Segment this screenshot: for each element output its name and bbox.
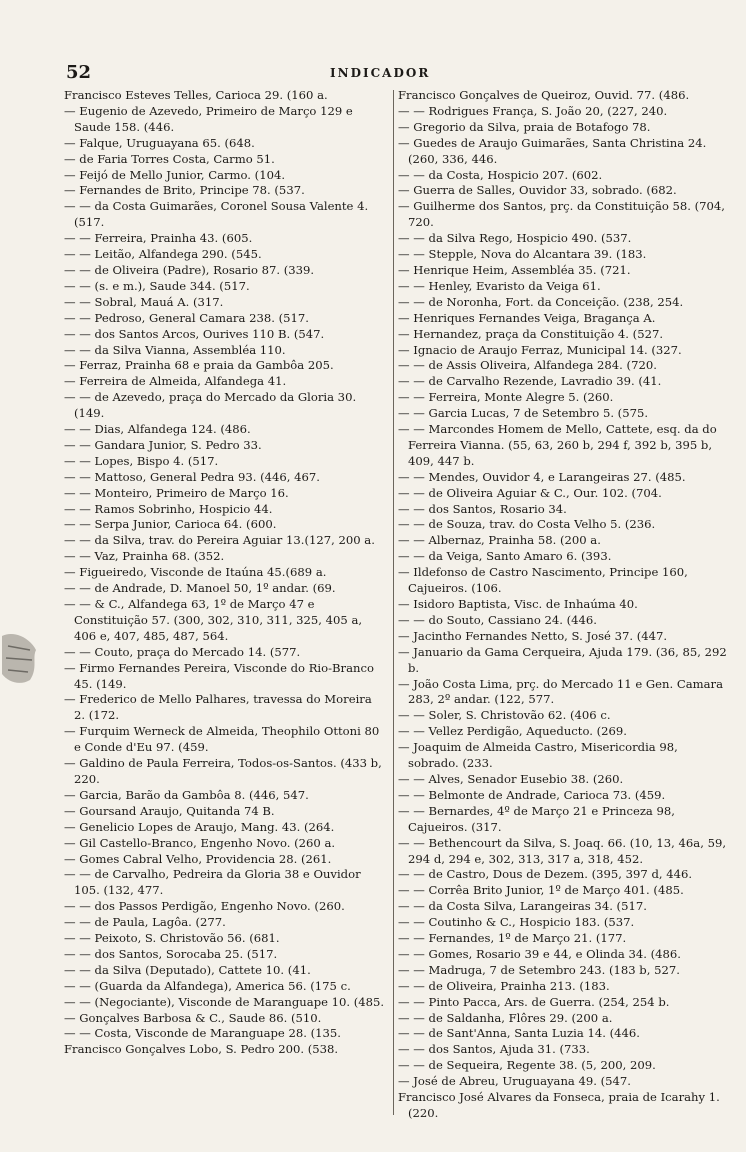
directory-entry: — — Corrêa Brito Junior, 1º de Março 401. (485.	[398, 883, 684, 898]
directory-entry: — João Costa Lima, prç. do Mercado 11 e Gen. Camara 283, 2º andar. (122, 577.	[398, 676, 723, 707]
directory-entry: — Gomes Cabral Velho, Providencia 28. (261.	[64, 851, 332, 866]
directory-entry: — Falque, Uruguayana 65. (648.	[64, 135, 255, 150]
directory-entry: — — Costa, Visconde de Maranguape 28. (135.	[64, 1026, 341, 1041]
directory-entry: — Henrique Heim, Assembléa 35. (721.	[398, 262, 631, 277]
directory-entry: — Ildefonso de Castro Nascimento, Principe 160, Cajueiros. (106.	[398, 565, 688, 596]
directory-entry: — — do Souto, Cassiano 24. (446.	[398, 612, 597, 627]
directory-entry: — — Couto, praça do Mercado 14. (577.	[64, 644, 301, 659]
library-stamp-icon	[0, 628, 40, 688]
directory-entry: — — Garcia Lucas, 7 de Setembro 5. (575.	[398, 406, 649, 421]
directory-entry: — Gonçalves Barbosa & C., Saude 86. (510.	[64, 1010, 322, 1025]
directory-entry: — Januario da Gama Cerqueira, Ajuda 179. (36, 85, 292 b.	[398, 644, 727, 675]
directory-entry: — — Pinto Pacca, Ars. de Guerra. (254, 254 b.	[398, 994, 670, 1009]
column-divider	[393, 90, 394, 1115]
directory-entry: — — de Noronha, Fort. da Conceição. (238, 254.	[398, 294, 684, 309]
directory-entry: — Joaquim de Almeida Castro, Misericordia 98, sobrado. (233.	[398, 740, 678, 771]
directory-entry: — — Sobral, Mauá A. (317.	[64, 294, 224, 309]
directory-entry: — Galdino de Paula Ferreira, Todos-os-Santos. (433 b, 220.	[64, 756, 382, 786]
directory-entry: — — de Castro, Dous de Dezem. (395, 397 d, 446.	[398, 867, 693, 882]
directory-entry: — — da Silva, trav. do Pereira Aguiar 13.(127, 200 a.	[64, 533, 375, 548]
directory-entry: — — Bernardes, 4º de Março 21 e Princeza 98, Cajueiros. (317.	[398, 803, 675, 834]
directory-entry: — Fernandes de Brito, Principe 78. (537.	[64, 183, 305, 198]
directory-entry: — — Peixoto, S. Christovão 56. (681.	[64, 931, 280, 946]
directory-entry: — — dos Santos, Sorocaba 25. (517.	[64, 946, 278, 961]
directory-entry: — Feijó de Mello Junior, Carmo. (104.	[64, 167, 286, 182]
directory-entry: — Eugenio de Azevedo, Primeiro de Março 129 e Saude 158. (446.	[64, 103, 353, 134]
directory-entry: — Ignacio de Araujo Ferraz, Municipal 14. (327.	[398, 342, 682, 357]
directory-entry: — Jacintho Fernandes Netto, S. José 37. (447.	[398, 628, 668, 643]
directory-entry: — — Dias, Alfandega 124. (486.	[64, 422, 251, 437]
directory-entry: — — & C., Alfandega 63, 1º de Março 47 e Constituição 57. (300, 302, 310, 311, 325, 405 a, 406 e, 407, 485, 487, 564.	[64, 597, 363, 643]
directory-entry: — de Faria Torres Costa, Carmo 51.	[64, 151, 275, 166]
directory-entry: — — de Sequeira, Regente 38. (5, 200, 209.	[398, 1058, 656, 1073]
directory-entry: — — Marcondes Homem de Mello, Cattete, esq. da do Ferreira Vianna. (55, 63, 260 b, 294 f, 392 b, 395 b, 409, 447 b.	[398, 422, 717, 468]
directory-entry: — Guedes de Araujo Guimarães, Santa Christina 24. (260, 336, 446.	[398, 135, 707, 166]
directory-entry: — — Monteiro, Primeiro de Março 16.	[64, 485, 289, 500]
directory-entry: — — da Costa Guimarães, Coronel Sousa Valente 4. (517.	[64, 199, 369, 230]
directory-entry: — — Leitão, Alfandega 290. (545.	[64, 247, 262, 262]
directory-entry: — Hernandez, praça da Constituição 4. (527.	[398, 326, 664, 341]
running-title: INDICADOR	[330, 66, 431, 80]
directory-entry: — — da Veiga, Santo Amaro 6. (393.	[398, 549, 612, 564]
directory-entry: — — (Guarda da Alfandega), America 56. (175 c.	[64, 978, 351, 993]
directory-entry: — — Ramos Sobrinho, Hospicio 44.	[64, 501, 273, 516]
directory-entry: — — Vaz, Prainha 68. (352.	[64, 549, 225, 564]
directory-entry: — — Alves, Senador Eusebio 38. (260.	[398, 771, 624, 786]
directory-entry: — Figueiredo, Visconde de Itaúna 45.(689 a.	[64, 565, 327, 580]
directory-entry: — Firmo Fernandes Pereira, Visconde do Rio-Branco 45. (149.	[64, 660, 374, 691]
right-column	[398, 88, 732, 1122]
page-number: 52	[66, 62, 92, 83]
directory-entry: Francisco José Alvares da Fonseca, praia de Icarahy 1. (220.	[398, 1090, 720, 1120]
directory-entry: — — Pedroso, General Camara 238. (517.	[64, 310, 309, 325]
directory-entry: — — da Silva Vianna, Assembléa 110.	[64, 342, 286, 357]
directory-entry: — — Coutinho & C., Hospicio 183. (537.	[398, 915, 635, 930]
directory-entry: — — Ferreira, Prainha 43. (605.	[64, 231, 253, 246]
directory-entry: — — de Saldanha, Flôres 29. (200 a.	[398, 1010, 613, 1025]
directory-entry: — — Lopes, Bispo 4. (517.	[64, 453, 219, 468]
directory-entry: — — da Silva (Deputado), Cattete 10. (41.	[64, 962, 311, 977]
directory-entry: — Furquim Werneck de Almeida, Theophilo Ottoni 80 e Conde d'Eu 97. (459.	[64, 724, 380, 755]
directory-entry: — — Gomes, Rosario 39 e 44, e Olinda 34. (486.	[398, 946, 681, 961]
directory-entry: — José de Abreu, Uruguayana 49. (547.	[398, 1074, 631, 1089]
directory-entry: — — de Oliveira (Padre), Rosario 87. (339.	[64, 262, 315, 277]
directory-entry: — — Stepple, Nova do Alcantara 39. (183.	[398, 247, 647, 262]
directory-entry: — — de Sant'Anna, Santa Luzia 14. (446.	[398, 1026, 640, 1041]
directory-entry: — — Madruga, 7 de Setembro 243. (183 b, 527.	[398, 962, 680, 977]
directory-entry: — — da Silva Rego, Hospicio 490. (537.	[398, 231, 632, 246]
directory-entry: — Henriques Fernandes Veiga, Bragança A.	[398, 310, 656, 325]
directory-entry: Francisco Esteves Telles, Carioca 29. (160 a.	[64, 88, 328, 102]
directory-entry: — Guerra de Salles, Ouvidor 33, sobrado. (682.	[398, 183, 677, 198]
directory-entry: — — Mendes, Ouvidor 4, e Larangeiras 27. (485.	[398, 469, 686, 484]
left-column	[64, 88, 386, 1058]
directory-entry: — — Soler, S. Christovão 62. (406 c.	[398, 708, 611, 723]
directory-entry: — — Rodrigues França, S. João 20, (227, 240.	[398, 103, 668, 118]
directory-entry: — — (s. e m.), Saude 344. (517.	[64, 278, 250, 293]
directory-entry: — Garcia, Barão da Gambôa 8. (446, 547.	[64, 787, 309, 802]
directory-entry: — — de Andrade, D. Manoel 50, 1º andar. (69.	[64, 581, 336, 596]
directory-entry: — Ferreira de Almeida, Alfandega 41.	[64, 374, 287, 389]
directory-entry: — — Bethencourt da Silva, S. Joaq. 66. (10, 13, 46a, 59, 294 d, 294 e, 302, 313, 317 a, 318, 452.	[398, 835, 727, 866]
directory-entry: — Frederico de Mello Palhares, travessa do Moreira 2. (172.	[64, 692, 372, 723]
directory-entry: — Isidoro Baptista, Visc. de Inhaúma 40.	[398, 597, 638, 611]
directory-entry: Francisco Gonçalves de Queiroz, Ouvid. 77. (486.	[398, 88, 690, 102]
directory-entry: — Genelicio Lopes de Araujo, Mang. 43. (264.	[64, 819, 335, 834]
directory-entry: — — de Assis Oliveira, Alfandega 284. (720.	[398, 358, 657, 373]
directory-entry: — — (Negociante), Visconde de Maranguape 10. (485.	[64, 994, 385, 1009]
directory-entry: — — da Costa, Hospicio 207. (602.	[398, 167, 603, 182]
directory-entry: — — de Azevedo, praça do Mercado da Gloria 30. (149.	[64, 390, 357, 421]
directory-entry: — — de Oliveira Aguiar & C., Our. 102. (704.	[398, 485, 662, 500]
directory-entry: — — dos Santos Arcos, Ourives 110 B. (547.	[64, 326, 325, 341]
directory-entry: — — Albernaz, Prainha 58. (200 a.	[398, 533, 601, 548]
directory-entry: — — de Carvalho, Pedreira da Gloria 38 e Ouvidor 105. (132, 477.	[64, 867, 361, 898]
directory-entry: — — Serpa Junior, Carioca 64. (600.	[64, 517, 277, 532]
directory-entry: — Goursand Araujo, Quitanda 74 B.	[64, 803, 275, 818]
directory-entry: — — dos Passos Perdigão, Engenho Novo. (260.	[64, 899, 345, 914]
directory-entry: — — Vellez Perdigão, Aqueducto. (269.	[398, 724, 627, 739]
directory-entry: — — Ferreira, Monte Alegre 5. (260.	[398, 390, 614, 405]
directory-entry: — — Mattoso, General Pedra 93. (446, 467.	[64, 469, 320, 484]
directory-entry: — Ferraz, Prainha 68 e praia da Gambôa 205.	[64, 358, 334, 373]
directory-entry: — — Belmonte de Andrade, Carioca 73. (459.	[398, 787, 666, 802]
directory-entry: — Guilherme dos Santos, prç. da Constituição 58. (704, 720.	[398, 199, 725, 230]
directory-entry: — — Fernandes, 1º de Março 21. (177.	[398, 931, 627, 946]
directory-entry: — Gregorio da Silva, praia de Botafogo 78.	[398, 119, 651, 134]
directory-entry: — — Gandara Junior, S. Pedro 33.	[64, 437, 262, 452]
directory-entry: — Gil Castello-Branco, Engenho Novo. (260 a.	[64, 835, 336, 850]
directory-entry: — — dos Santos, Rosario 34.	[398, 501, 567, 516]
directory-entry: — — da Costa Silva, Larangeiras 34. (517.	[398, 899, 647, 914]
directory-entry: — — de Paula, Lagôa. (277.	[64, 915, 226, 930]
directory-entry: — — de Souza, trav. do Costa Velho 5. (236.	[398, 517, 656, 532]
directory-entry: — — de Carvalho Rezende, Lavradio 39. (41.	[398, 374, 662, 389]
directory-entry: — — dos Santos, Ajuda 31. (733.	[398, 1042, 590, 1057]
directory-entry: — — Henley, Evaristo da Veiga 61.	[398, 278, 601, 293]
directory-entry: Francisco Gonçalves Lobo, S. Pedro 200. (538.	[64, 1042, 339, 1057]
directory-entry: — — de Oliveira, Prainha 213. (183.	[398, 978, 610, 993]
